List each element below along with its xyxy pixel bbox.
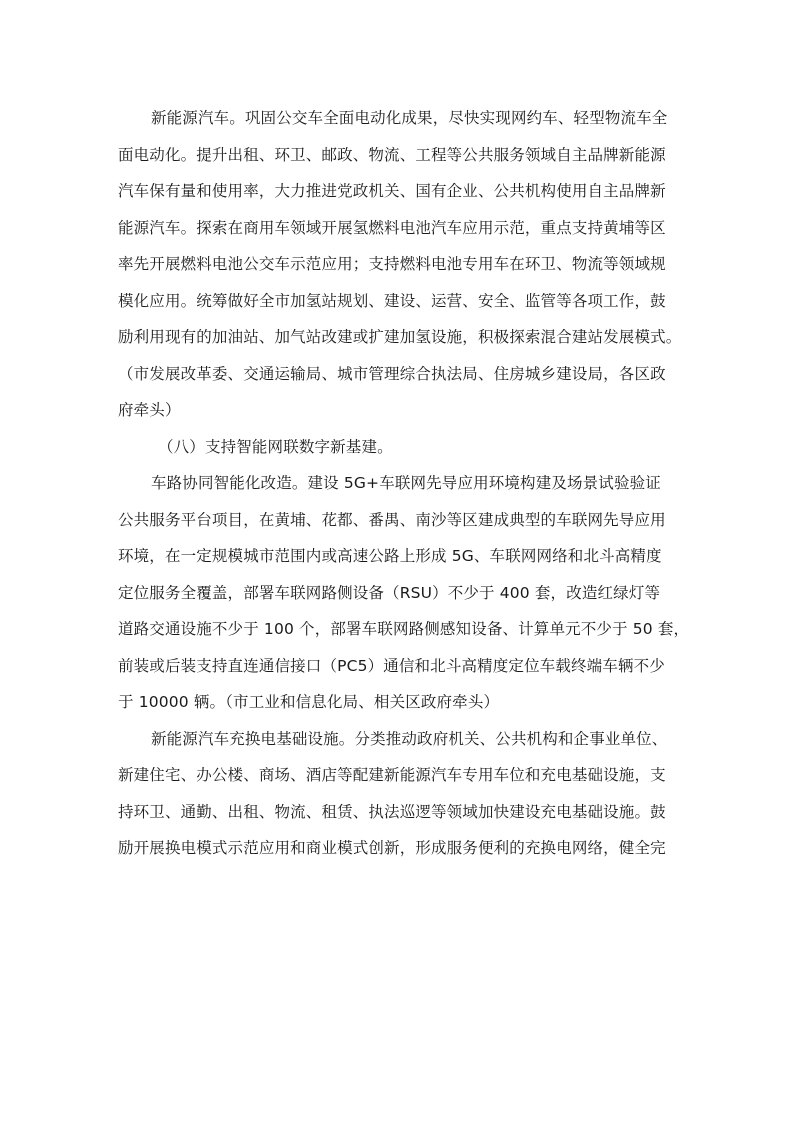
text-line: 面电动化。提升出租、环卫、邮政、物流、工程等公共服务领域自主品牌新能源	[118, 145, 666, 164]
text-line: 励开展换电模式示范应用和商业模式创新，形成服务便利的充换电网络，健全完	[118, 839, 666, 857]
paragraph-vehicle-road-coordination	[118, 465, 690, 721]
text-line: 励利用现有的加油站、加气站改建或扩建加氢设施，积极探索混合建站发展模式。	[118, 328, 682, 346]
text-line: 道路交通设施不少于 100 个，部署车联网路侧感知设备、计算单元不少于 50 套，	[118, 620, 690, 638]
text-line: 府牵头）	[118, 401, 181, 419]
document-page	[118, 100, 690, 867]
text-line: 持环卫、通勤、出租、物流、租赁、执法巡逻等领域加快建设充电基础设施。鼓	[118, 802, 666, 821]
text-line: 率先开展燃料电池公交车示范应用；支持燃料电池专用车在环卫、物流等领域规	[118, 255, 666, 273]
text-line: 模化应用。统筹做好全市加氢站规划、建设、运营、安全、监管等各项工作，鼓	[118, 291, 666, 310]
text-line: 环境，在一定规模城市范围内或高速公路上形成 5G、车联网网络和北斗高精度	[118, 547, 662, 565]
text-line: 定位服务全覆盖，部署车联网路侧设备（RSU）不少于 400 套，改造红绿灯等	[118, 583, 661, 602]
text-line: 前装或后装支持直连通信接口（PC5）通信和北斗高精度定位车载终端车辆不少	[118, 656, 665, 675]
text-line: 车路协同智能化改造。建设 5G+车联网先导应用环境构建及场景试验验证	[151, 474, 661, 492]
text-line: （市发展改革委、交通运输局、城市管理综合执法局、住房城乡建设局，各区政	[118, 364, 666, 383]
paragraph-new-energy-vehicles	[118, 100, 682, 429]
text-line: 公共服务平台项目，在黄埔、花都、番禺、南沙等区建成典型的车联网先导应用	[118, 510, 666, 529]
section-heading-8	[118, 429, 678, 466]
section-heading-text: （八）支持智能网联数字新基建。	[158, 437, 393, 456]
text-line: 新能源汽车。巩固公交车全面电动化成果，尽快实现网约车、轻型物流车全	[151, 109, 668, 127]
text-line: 新建住宅、办公楼、商场、酒店等配建新能源汽车专用车位和充电基础设施，支	[118, 766, 666, 784]
text-line: 于 10000 辆。（市工业和信息化局、相关区政府牵头）	[118, 693, 500, 711]
text-line: 汽车保有量和使用率，大力推进党政机关、国有企业、公共机构使用自主品牌新	[118, 182, 666, 200]
paragraph-charging-infrastructure	[118, 721, 678, 867]
text-line: 新能源汽车充换电基础设施。分类推动政府机关、公共机构和企事业单位、	[151, 729, 668, 748]
text-line: 能源汽车。探索在商用车领域开展氢燃料电池汽车应用示范，重点支持黄埔等区	[118, 218, 666, 237]
